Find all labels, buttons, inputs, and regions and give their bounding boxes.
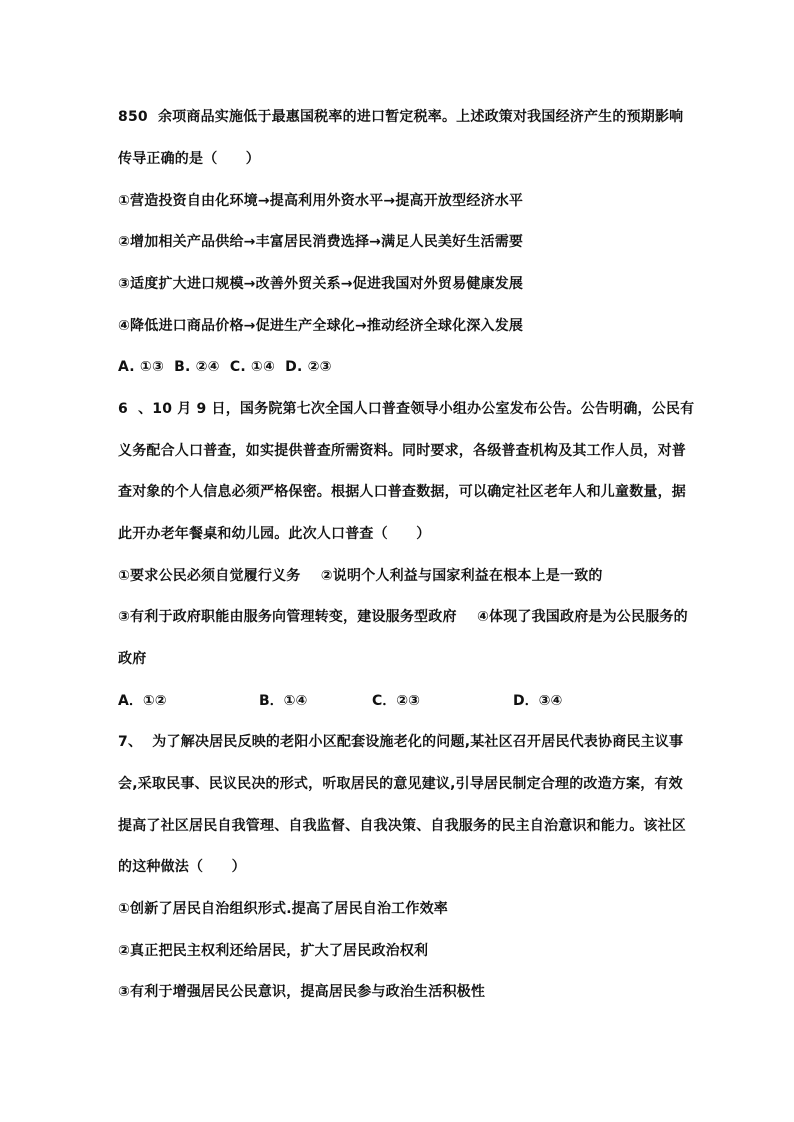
- block1-option-1: ①营造投资自由化环境→提高利用外资水平→提高开放型经济水平: [118, 193, 524, 209]
- q6-line4: 此开办老年餐桌和幼儿园。此次人口普查（ ）: [118, 526, 431, 542]
- block1-option-4: ④降低进口商品价格→促进生产全球化→推动经济全球化深入发展: [118, 318, 524, 334]
- q6-line1: 6 、10 月 9 日，国务院第七次全国人口普查领导小组办公室发布公告。公告明确，公民有: [118, 401, 695, 417]
- block1-line1: 850 余项商品实施低于最惠国税率的进口暂定税率。上述政策对我国经济产生的预期影响: [118, 109, 684, 125]
- q6-options-34-continued: 政府: [118, 651, 147, 667]
- q7-option-1: ①创新了居民自治组织形式.提高了居民自治工作效率: [118, 901, 448, 917]
- q7-option-3: ③有利于增强居民公民意识，提高居民参与政治生活积极性: [118, 984, 486, 1000]
- q7-option-2: ②真正把民主权利还给居民，扩大了居民政治权利: [118, 943, 429, 959]
- q6-line2: 义务配合人口普查，如实提供普查所需资料。同时要求，各级普查机构及其工作人员，对普: [118, 443, 686, 459]
- q6-answer-c: C．②③: [372, 693, 420, 709]
- q7-line4: 的这种做法（ ）: [118, 859, 246, 875]
- block1-option-3: ③适度扩大进口规模→改善外贸关系→促进我国对外贸易健康发展: [118, 276, 524, 292]
- q7-line3: 提高了社区居民自我管理、自我监督、自我决策、自我服务的民主自治意识和能力。该社区: [118, 818, 686, 834]
- block1-option-2: ②增加相关产品供给→丰富居民消费选择→满足人民美好生活需要: [118, 234, 524, 250]
- q6-line3: 查对象的个人信息必须严格保密。根据人口普查数据，可以确定社区老年人和儿童数量，据: [118, 484, 686, 500]
- block1-line2: 传导正确的是（ ）: [118, 151, 260, 167]
- q6-answer-d: D．③④: [513, 693, 563, 709]
- q7-line1: 7、 为了解决居民反映的老阳小区配套设施老化的问题,某社区召开居民代表协商民主议事: [118, 734, 684, 750]
- q7-line2: 会,采取民事、民议民决的形式，听取居民的意见建议,引导居民制定合理的改造方案，有效: [118, 776, 683, 792]
- q6-options-34: ③有利于政府职能由服务向管理转变，建设服务型政府 ④体现了我国政府是为公民服务的: [118, 609, 688, 625]
- q6-answer-b: B．①④: [259, 693, 308, 709]
- block1-answers: A. ①③ B. ②④ C. ①④ D. ②③: [118, 359, 332, 375]
- q6-options-12: ①要求公民必须自觉履行义务 ②说明个人利益与国家利益在根本上是一致的: [118, 568, 603, 584]
- q6-answer-a: A．①②: [118, 693, 167, 709]
